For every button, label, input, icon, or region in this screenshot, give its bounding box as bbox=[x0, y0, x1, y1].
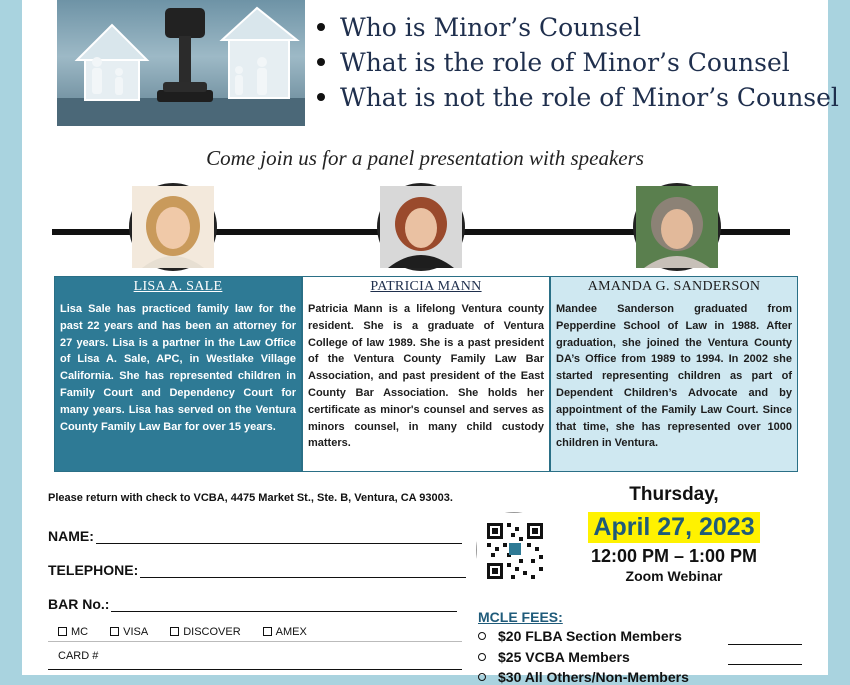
topic-bullet-list bbox=[317, 10, 839, 115]
telephone-field[interactable] bbox=[140, 563, 466, 578]
radio-circle-icon[interactable] bbox=[478, 632, 486, 640]
event-time: 12:00 PM – 1:00 PM bbox=[590, 546, 758, 566]
fee-option-flba[interactable] bbox=[478, 628, 682, 644]
fee-amount-line[interactable] bbox=[728, 664, 802, 665]
payment-option-label: MC bbox=[71, 625, 89, 638]
topic-bullet-text: Who is Minor’s Counsel bbox=[340, 13, 641, 42]
name-field[interactable] bbox=[96, 529, 462, 544]
fee-amount-line[interactable] bbox=[728, 644, 802, 645]
bullet-dot-icon bbox=[317, 23, 325, 31]
flyer-page bbox=[22, 0, 839, 685]
speaker-name: AMANDA G. SANDERSON bbox=[587, 279, 761, 294]
radio-circle-icon[interactable] bbox=[478, 653, 486, 661]
payment-option-amex[interactable] bbox=[263, 626, 307, 638]
event-date: April 27, 2023 bbox=[588, 512, 759, 543]
bar-number-field[interactable] bbox=[111, 597, 457, 612]
speaker-bio-text: Lisa Sale has practiced family law for the past 22 years and has been an attorney for 27 years. Lisa is a partner in the Law Office of Lisa A. Sale, APC, in Westlake Village California. She has represented children in Family Court and Dependency Court for many years. Lisa has served on the Ventura County Family Law Bar for over 15 years. bbox=[60, 303, 296, 433]
payment-option-label: VISA bbox=[123, 625, 149, 638]
fee-label: $20 FLBA Section Members bbox=[498, 628, 682, 644]
event-venue: Zoom Webinar bbox=[625, 568, 723, 584]
payment-option-label: AMEX bbox=[275, 625, 307, 638]
speaker-photo-amanda-sanderson bbox=[633, 183, 721, 271]
bio-card-amanda-sanderson bbox=[550, 276, 798, 472]
speaker-name: LISA A. SALE bbox=[133, 279, 223, 294]
mcle-fees-title: MCLE FEES: bbox=[478, 609, 563, 625]
speaker-bio-text: Mandee Sanderson graduated from Pepperdine School of Law in 1988. After graduation, she joined the Ventura County DA’s Office from 1989 to 1994. In 2002 she started representing children as part of Dependent Children’s Advocate and by appointment of the Family Law Court. Since that time, she has represented over 1000 children in Ventura. bbox=[556, 303, 792, 450]
topic-bullet bbox=[317, 45, 839, 80]
fee-option-vcba[interactable] bbox=[478, 649, 630, 665]
fee-label: $25 VCBA Members bbox=[498, 649, 630, 665]
telephone-field-row[interactable] bbox=[48, 562, 466, 578]
checkbox-icon[interactable] bbox=[110, 627, 119, 636]
hero-image-family-gavel bbox=[57, 0, 305, 126]
panel-tagline: Come join us for a panel presentation with speakers bbox=[206, 146, 644, 170]
bullet-dot-icon bbox=[317, 58, 325, 66]
speaker-name: PATRICIA MANN bbox=[370, 279, 482, 294]
bio-card-patricia-mann bbox=[302, 276, 550, 472]
speaker-photo-lisa-sale bbox=[129, 183, 217, 271]
return-instructions: Please return with check to VCBA, 4475 Market St., Ste. B, Ventura, CA 93003. bbox=[48, 492, 453, 504]
name-field-row[interactable] bbox=[48, 528, 462, 544]
telephone-label: TELEPHONE: bbox=[48, 562, 139, 578]
radio-circle-icon[interactable] bbox=[478, 673, 486, 681]
card-number-label: CARD # bbox=[58, 650, 99, 662]
payment-option-visa[interactable] bbox=[110, 626, 148, 638]
bullet-dot-icon bbox=[317, 93, 325, 101]
topic-bullet-text: What is the role of Minor’s Counsel bbox=[340, 48, 790, 77]
fee-option-others[interactable] bbox=[478, 669, 689, 685]
qr-code-icon[interactable] bbox=[476, 512, 552, 588]
checkbox-icon[interactable] bbox=[58, 627, 67, 636]
fee-label: $30 All Others/Non-Members bbox=[498, 669, 689, 685]
topic-bullet bbox=[317, 10, 839, 45]
topic-bullet bbox=[317, 80, 839, 115]
speaker-photo-patricia-mann bbox=[377, 183, 465, 271]
speaker-bios bbox=[54, 276, 798, 472]
event-details bbox=[574, 484, 774, 584]
event-day: Thursday, bbox=[629, 484, 719, 505]
topic-bullet-text: What is not the role of Minor’s Counsel bbox=[340, 83, 839, 112]
bio-card-lisa-sale bbox=[54, 276, 302, 472]
checkbox-icon[interactable] bbox=[170, 627, 179, 636]
name-label: NAME: bbox=[48, 528, 94, 544]
payment-option-mc[interactable] bbox=[58, 626, 88, 638]
payment-options bbox=[48, 622, 462, 642]
payment-option-label: DISCOVER bbox=[183, 625, 241, 638]
speaker-bio-text: Patricia Mann is a lifelong Ventura county resident. She is a graduate of Ventura College of law 1989. She is a past president of the Ventura County Family Law Bar Association, and past president of the East County Bar Association. She holds her certificate as minor's counsel and serves as minors counsel, in many child custody matters. bbox=[308, 303, 544, 450]
card-number-field[interactable] bbox=[48, 644, 462, 670]
payment-option-discover[interactable] bbox=[170, 626, 240, 638]
checkbox-icon[interactable] bbox=[263, 627, 272, 636]
bar-number-label: BAR No.: bbox=[48, 596, 110, 612]
bar-number-field-row[interactable] bbox=[48, 596, 457, 612]
